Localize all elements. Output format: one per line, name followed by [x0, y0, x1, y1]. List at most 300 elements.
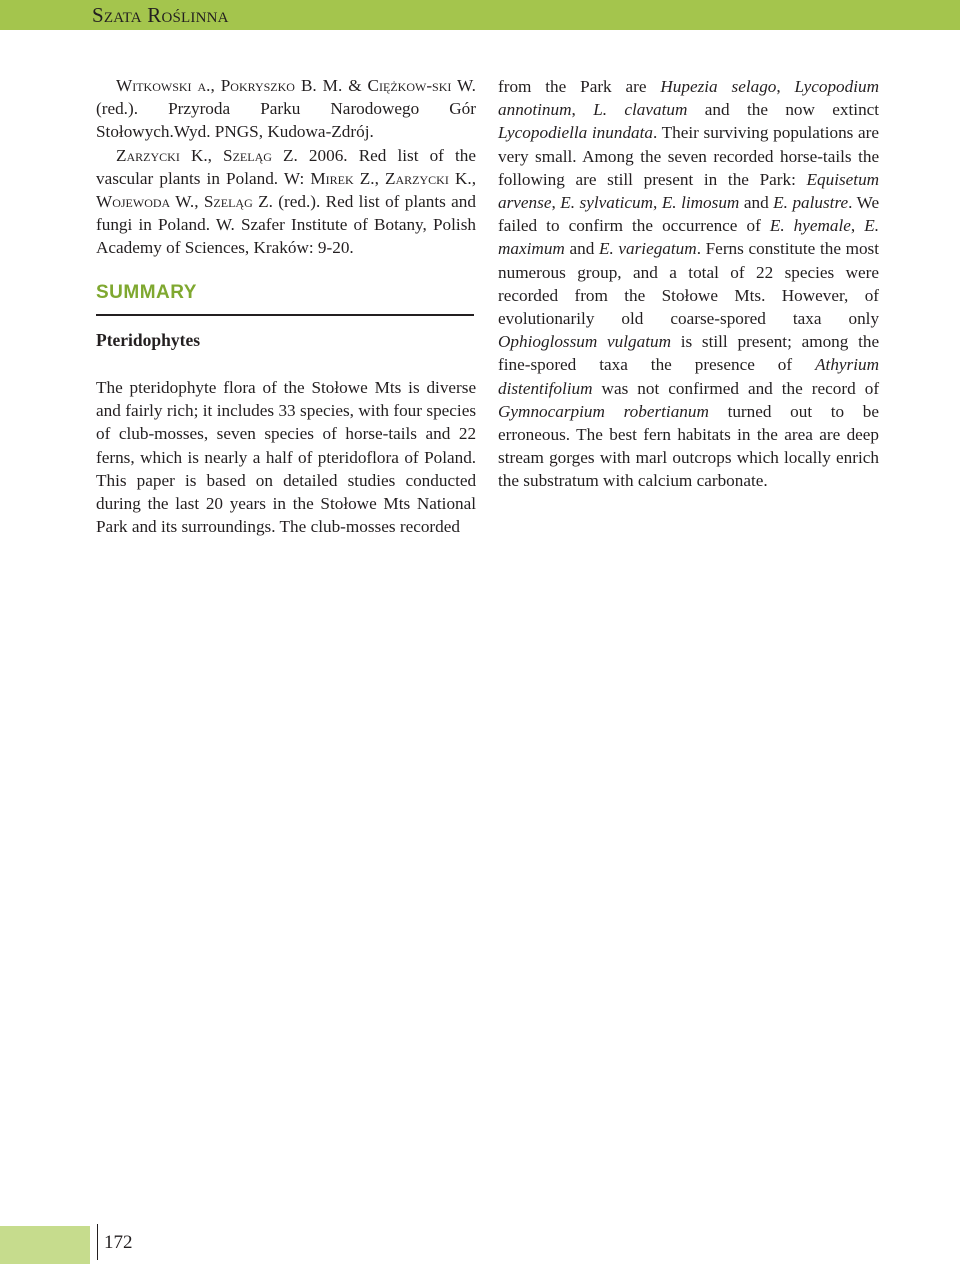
summary-text: with [599, 448, 631, 468]
summary-text: of [864, 378, 880, 398]
species-name: distentifolium [498, 378, 593, 398]
species-name: vulgatum [607, 332, 672, 352]
summary-text: . [653, 123, 658, 143]
summary-text [855, 216, 864, 235]
summary-text: evolutionarily [498, 309, 595, 329]
summary-text: marl [635, 448, 668, 468]
summary-text [566, 263, 577, 282]
summary-text: seven [667, 146, 707, 166]
species-name: inundata [591, 123, 654, 143]
summary-text: still [701, 332, 728, 352]
species-name: palustre [792, 193, 849, 213]
summary-text: most [845, 239, 880, 259]
summary-text: of [730, 262, 745, 282]
summary-text [844, 402, 863, 421]
summary-text: species [426, 401, 477, 421]
summary-text [596, 170, 607, 189]
summary-text: last [175, 494, 200, 514]
summary-text [622, 263, 633, 282]
summary-text: are [625, 77, 647, 96]
summary-text: , [776, 77, 781, 96]
references-list [96, 74, 476, 260]
reference-text: , [210, 76, 221, 95]
summary-text [856, 379, 865, 398]
summary-text: four [393, 401, 422, 421]
summary-text: pteridophyte [129, 378, 217, 397]
summary-text: was [601, 378, 629, 398]
summary-text [141, 494, 148, 513]
summary-text: small. [535, 146, 577, 166]
summary-text [537, 216, 546, 235]
species-name: selago [731, 77, 777, 96]
summary-text: and [704, 100, 730, 120]
summary-text: numerous [498, 262, 566, 282]
summary-text: is [187, 447, 199, 467]
author-name: Mirek [310, 168, 354, 188]
summary-text: based [206, 470, 246, 490]
species-name: E. [661, 193, 677, 213]
summary-text: confirm [568, 216, 623, 236]
summary-text: the [624, 285, 646, 305]
summary-text [687, 100, 704, 119]
summary-text: 22 [458, 424, 477, 444]
summary-text: National [416, 494, 477, 514]
summary-text: be [862, 401, 880, 421]
summary-text: half [265, 447, 293, 467]
summary-text: diverse [426, 378, 477, 397]
summary-text: However, [781, 285, 849, 305]
summary-text [314, 424, 323, 443]
summary-text: outcrops [672, 448, 732, 468]
summary-text [719, 263, 730, 282]
summary-text [709, 402, 728, 421]
summary-text [608, 286, 624, 305]
species-name: Lycopodiella [498, 123, 588, 143]
summary-text [576, 100, 593, 119]
species-name: clavatum [624, 100, 688, 120]
summary-text: the [781, 378, 803, 398]
summary-text [576, 355, 599, 374]
species-name: E. [773, 193, 788, 213]
author-name: Zarzycki [385, 168, 449, 188]
summary-heading: SUMMARY [96, 282, 197, 303]
summary-text: recorded [498, 285, 559, 305]
summary-text: flora [223, 378, 256, 397]
summary-text: in [737, 425, 751, 445]
summary-text: locally [784, 448, 831, 468]
summary-text: during [96, 494, 141, 514]
author-name: Szeląg [223, 145, 272, 165]
summary-text [773, 263, 784, 282]
species-name: Lycopodium [794, 77, 880, 96]
summary-text [693, 170, 704, 189]
summary-text [110, 424, 119, 443]
summary-text: of [864, 285, 880, 305]
summary-text: record [811, 378, 856, 398]
summary-text: only [848, 309, 880, 329]
summary-text [643, 309, 670, 328]
species-name [597, 332, 607, 351]
summary-text: . [848, 193, 853, 213]
summary-text: We [856, 193, 880, 213]
summary-text [623, 216, 632, 235]
summary-text: and [131, 517, 157, 537]
summary-text: is [184, 470, 197, 490]
summary-text [531, 77, 545, 96]
summary-text: to [546, 216, 560, 236]
species-name: Gymnocarpium [498, 401, 605, 421]
summary-text: club-mosses, [118, 424, 209, 444]
summary-text [728, 332, 738, 351]
summary-text [127, 471, 137, 490]
species-name: arvense [498, 193, 552, 213]
summary-text: and [569, 239, 595, 259]
summary-divider [96, 314, 474, 316]
species-name: Ophioglossum [498, 332, 598, 352]
summary-text: the [858, 146, 880, 166]
species-name: robertianum [623, 401, 709, 421]
summary-text: total [688, 262, 719, 282]
summary-text: a [669, 262, 677, 282]
summary-text: erroneous. [498, 425, 571, 445]
species-name: E. [864, 216, 880, 236]
summary-text [593, 379, 602, 398]
summary-text [645, 286, 661, 305]
summary-text: failed [498, 216, 538, 236]
summary-text: extinct [832, 100, 880, 120]
footer-band [0, 1226, 90, 1264]
summary-text: and [747, 378, 773, 398]
summary-paragraph-left [96, 376, 476, 538]
summary-text [745, 263, 756, 282]
summary-text: constitute [748, 239, 816, 259]
footer-divider [97, 1224, 98, 1260]
summary-text: The [576, 425, 603, 445]
summary-text [410, 494, 417, 513]
summary-text: group, [577, 262, 622, 282]
summary-text [848, 286, 864, 305]
summary-text: nearly [204, 447, 248, 467]
summary-text: horse-tails [779, 146, 852, 166]
summary-text: fine-spored [498, 355, 577, 375]
summary-text: presence [694, 355, 755, 375]
summary-text: Stołowe [320, 494, 377, 514]
species-name: E. [769, 216, 785, 236]
summary-text: the [756, 425, 778, 445]
summary-text [266, 494, 273, 513]
summary-text [647, 77, 661, 96]
summary-text [450, 424, 459, 443]
summary-text: Poland. [424, 447, 477, 467]
summary-text: taxa [792, 309, 822, 329]
summary-text: stream [498, 448, 544, 468]
summary-text [848, 332, 858, 351]
reference-text: K., [448, 168, 476, 188]
summary-text: with [603, 471, 634, 491]
summary-text: and [96, 401, 121, 421]
author-name: Ciężkow-ski [367, 76, 452, 95]
summary-text: , [551, 193, 556, 213]
summary-text: from [498, 77, 532, 96]
author-name: Witkowski a. [116, 76, 211, 95]
summary-text: the [727, 169, 749, 189]
summary-text: very [498, 146, 529, 166]
summary-text: the [545, 77, 567, 96]
summary-text: is [408, 378, 420, 397]
summary-text: 33 [278, 401, 296, 421]
summary-text [123, 378, 130, 397]
summary-text [773, 379, 782, 398]
summary-text [196, 471, 206, 490]
summary-text: Stołowe [311, 378, 368, 397]
summary-text: horse-tails [345, 424, 417, 444]
summary-text: its [160, 517, 178, 537]
section-subheading: Pteridophytes [96, 330, 201, 350]
author-name: Szeląg [203, 192, 253, 212]
summary-text: years [229, 494, 266, 514]
summary-text: gorges [549, 448, 595, 468]
summary-text: occurrence [662, 216, 738, 236]
summary-text: surroundings. [181, 517, 276, 537]
summary-text: enrich [836, 448, 879, 468]
summary-text: Mts [383, 494, 411, 514]
summary-text: of [262, 378, 277, 397]
reference-item [96, 144, 476, 260]
summary-text [781, 77, 795, 96]
summary-text [175, 471, 185, 490]
summary-text: studies [347, 470, 396, 490]
summary-text: were [845, 262, 880, 282]
summary-paragraph-right [498, 75, 879, 493]
summary-text: fairly [125, 401, 163, 421]
summary-text [677, 263, 688, 282]
summary-text: of [777, 355, 793, 375]
summary-text: are [575, 169, 597, 189]
summary-text: and [633, 262, 658, 282]
summary-text: still [607, 169, 633, 189]
summary-text: the [746, 100, 768, 120]
summary-text [671, 332, 681, 351]
summary-text: the [147, 494, 169, 514]
summary-text: Park: [759, 169, 796, 189]
species-name: limosum [681, 193, 740, 213]
summary-text: following [498, 169, 565, 189]
author-name: Pokryszko [220, 76, 295, 95]
reference-text: W. (red.). Przyroda Parku Narodowego Gór Stołowych.Wyd. PNGS, Kudowa-Zdrój. [96, 76, 476, 142]
summary-text: Ferns [705, 239, 744, 259]
species-name: maximum [498, 239, 565, 259]
summary-text [612, 77, 626, 96]
reference-text: Z., [353, 168, 386, 188]
summary-text: species, [300, 401, 354, 421]
reference-text: W., [170, 192, 204, 212]
summary-text: The [96, 378, 123, 397]
summary-text: , [571, 100, 576, 120]
summary-text: species [784, 262, 835, 282]
summary-text [628, 355, 651, 374]
page-number: 172 [104, 1232, 133, 1253]
summary-text: not [637, 378, 660, 398]
species-name: variegatum [618, 239, 697, 259]
author-name: Zarzycki [116, 145, 180, 165]
summary-text [815, 100, 832, 119]
summary-text: in [703, 169, 718, 189]
summary-text: old [621, 309, 644, 329]
summary-text [749, 170, 760, 189]
summary-text [558, 286, 574, 305]
summary-text: of [322, 424, 337, 444]
summary-text: substratum [523, 471, 599, 491]
summary-text [771, 402, 790, 421]
summary-text: the [819, 239, 841, 259]
summary-text: Park [580, 77, 612, 96]
summary-text: calcium [637, 471, 693, 491]
reference-item [96, 74, 476, 144]
summary-text [286, 494, 293, 513]
summary-text: and [743, 193, 769, 213]
summary-text: which [140, 447, 183, 467]
running-title: Szata Roślinna [92, 3, 229, 27]
summary-text [766, 309, 793, 328]
summary-text: and [425, 424, 451, 444]
summary-text: of [298, 447, 313, 467]
summary-text: is [680, 332, 693, 352]
summary-text: includes [216, 401, 275, 421]
species-name: L. [593, 100, 608, 120]
summary-text [821, 309, 848, 328]
summary-text [368, 378, 375, 397]
summary-text [566, 77, 580, 96]
summary-text [628, 379, 637, 398]
summary-text: turned [727, 401, 772, 421]
summary-text: Mts. [734, 285, 766, 305]
species-name [605, 402, 624, 421]
summary-text: detailed [283, 470, 338, 490]
summary-text [417, 424, 426, 443]
summary-text: the [858, 332, 880, 352]
summary-text: area [784, 425, 813, 445]
summary-text: , [850, 216, 856, 236]
summary-text [659, 379, 668, 398]
summary-text: The [279, 517, 307, 537]
summary-text [717, 170, 728, 189]
reference-text: Z. (red.). Red list of plants and fungi in Poland. W. Szafer Institute of Botany, Polish Academy of Sciences, Kraków: 9-20. [96, 192, 476, 258]
species-name: sylvaticum [579, 193, 654, 213]
summary-text: of [746, 216, 761, 236]
summary-text: conducted [405, 470, 477, 490]
summary-text: it [202, 401, 213, 421]
summary-text [672, 355, 695, 374]
summary-text: Mts [374, 378, 402, 397]
reference-text: B. M. & [294, 76, 368, 95]
summary-text: best [609, 425, 637, 445]
summary-text: among [801, 332, 849, 352]
summary-text: surviving [703, 123, 769, 143]
summary-text: This [96, 470, 127, 490]
species-name: E. [598, 239, 614, 259]
header-band [0, 0, 960, 30]
summary-text: in [272, 494, 287, 514]
summary-text: the [498, 471, 519, 491]
summary-text [768, 100, 785, 119]
species-name: Hupezia [660, 77, 718, 96]
species-name: E. [560, 193, 576, 213]
summary-text [277, 378, 284, 397]
summary-text [834, 263, 845, 282]
summary-text [796, 170, 807, 189]
species-name: annotinum [498, 100, 572, 120]
summary-text [739, 379, 748, 398]
summary-text: species [264, 424, 314, 444]
summary-text [803, 379, 812, 398]
summary-text: the [283, 378, 305, 397]
summary-text: out [790, 401, 813, 421]
summary-text: coarse-spored [670, 309, 766, 329]
author-name: Wojewoda [96, 192, 171, 212]
summary-text: . [696, 239, 701, 259]
summary-text: deep [846, 425, 880, 445]
summary-text [765, 286, 781, 305]
summary-text: habitats [677, 425, 731, 445]
summary-text: the [640, 146, 662, 166]
summary-text: carbonate. [696, 471, 768, 491]
summary-text [658, 263, 669, 282]
summary-text: Stołowe [661, 285, 718, 305]
summary-text [256, 378, 263, 397]
summary-text: seven [216, 424, 256, 444]
summary-text: are [858, 123, 879, 143]
reference-text: Z. 2006. Red list of the vascular plants in Poland. W: [96, 145, 476, 188]
summary-text [718, 286, 734, 305]
summary-text [653, 216, 662, 235]
summary-text: which [736, 448, 779, 468]
summary-text [633, 170, 644, 189]
summary-text: a [252, 447, 261, 467]
summary-text: the [292, 494, 314, 514]
summary-text: recorded [713, 146, 774, 166]
summary-text: taxa [599, 355, 628, 375]
summary-text: now [785, 100, 815, 120]
summary-text: of [96, 424, 111, 444]
summary-text: with [358, 401, 389, 421]
summary-text [730, 100, 747, 119]
species-name: Athyrium [815, 355, 880, 375]
summary-text [337, 471, 347, 490]
summary-text: Park [96, 517, 128, 537]
species-name: Equisetum [806, 169, 880, 189]
summary-text [565, 170, 576, 189]
summary-text [792, 332, 802, 351]
summary-text: present; [737, 332, 792, 352]
summary-text: , [653, 193, 658, 213]
summary-text [395, 471, 405, 490]
summary-text: the [632, 216, 654, 236]
summary-text [594, 309, 621, 328]
summary-text: present [643, 169, 694, 189]
summary-text: rich; [166, 401, 199, 421]
summary-text: are [819, 425, 841, 445]
summary-text [692, 332, 702, 351]
summary-text: pteridoflora [317, 447, 399, 467]
summary-text: confirmed [668, 378, 739, 398]
species-name [785, 216, 794, 235]
species-name [607, 100, 624, 119]
summary-text [246, 471, 256, 490]
summary-text: populations [773, 123, 854, 143]
species-name: hyemale [793, 216, 851, 236]
summary-text: on [255, 470, 273, 490]
summary-text: 20 [205, 494, 223, 514]
